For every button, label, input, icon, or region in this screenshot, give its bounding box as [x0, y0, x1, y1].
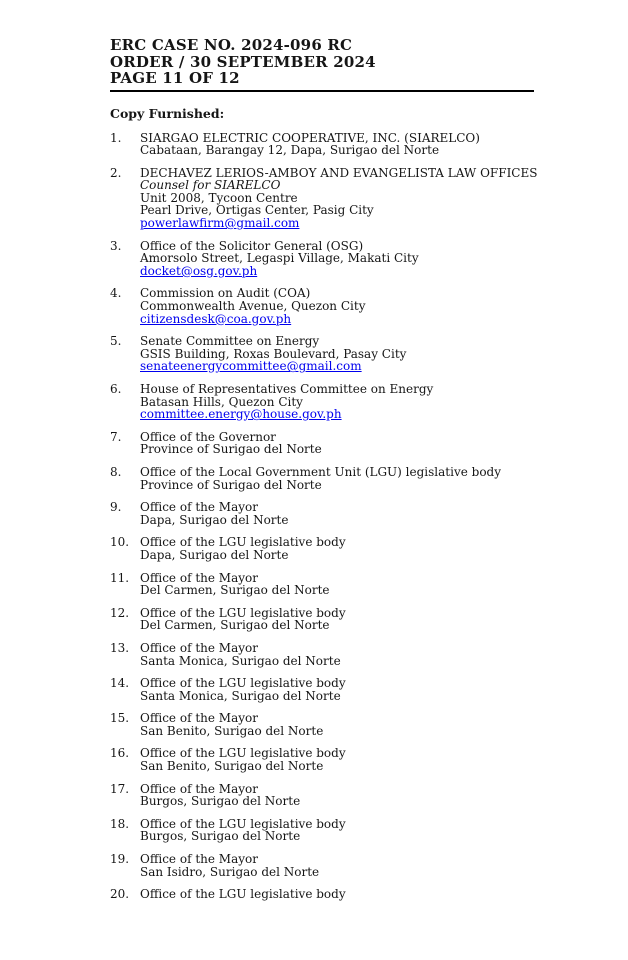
address-line: San Benito, Surigao del Norte [140, 759, 324, 774]
item-number: 14. [110, 676, 130, 691]
recipient-name: Office of the Mayor [140, 640, 258, 655]
item-lines [140, 335, 534, 373]
item-number: 18. [110, 816, 130, 831]
item-lines [140, 536, 534, 561]
recipient-name: Office of the Mayor [140, 500, 258, 515]
list-item [110, 165, 538, 231]
recipient-name: Office of the LGU legislative body [140, 676, 346, 691]
item-lines [140, 677, 534, 702]
recipient-name: Office of the Local Government Unit (LGU) legislative body [140, 464, 502, 479]
item-number: 13. [110, 640, 130, 655]
item-number: 3. [110, 238, 122, 253]
address-line: San Isidro, Surigao del Norte [140, 864, 320, 879]
list-item [110, 501, 534, 526]
order-date-line: ORDER / 30 SEPTEMBER 2024 [110, 52, 376, 71]
item-lines [140, 607, 534, 632]
item-number: 7. [110, 429, 122, 444]
item-lines [140, 287, 534, 325]
recipient-name: Office of the LGU legislative body [140, 746, 346, 761]
list-item [110, 677, 534, 702]
item-lines [140, 888, 534, 901]
list-item [110, 335, 534, 373]
recipient-name: Office of the LGU legislative body [140, 535, 346, 550]
item-number: 8. [110, 464, 122, 479]
list-item [110, 572, 534, 597]
document-header [110, 37, 534, 92]
item-lines [140, 712, 534, 737]
address-line: Commonwealth Avenue, Quezon City [140, 299, 366, 314]
recipient-name: Senate Committee on Energy [140, 334, 320, 349]
item-number: 20. [110, 887, 130, 902]
item-lines [140, 783, 534, 808]
list-item [110, 287, 534, 325]
address-line: Del Carmen, Surigao del Norte [140, 618, 330, 633]
item-lines [140, 853, 534, 878]
item-number: 2. [110, 165, 122, 180]
address-line: Unit 2008, Tycoon Centre [140, 190, 298, 205]
item-number: 16. [110, 746, 130, 761]
item-number: 19. [110, 852, 130, 867]
recipient-name: Office of the Mayor [140, 711, 258, 726]
address-line: Province of Surigao del Norte [140, 442, 322, 457]
recipient-name: Commission on Audit (COA) [140, 286, 311, 301]
list-item [110, 431, 534, 456]
recipient-name: DECHAVEZ LERIOS-AMBOY AND EVANGELISTA LAW OFFICES [140, 165, 538, 180]
address-line: Santa Monica, Surigao del Norte [140, 688, 341, 703]
item-lines [140, 132, 534, 157]
recipient-name: Office of the Solicitor General (OSG) [140, 238, 364, 253]
list-item [110, 536, 534, 561]
item-number: 15. [110, 711, 130, 726]
address-line: Province of Surigao del Norte [140, 477, 322, 492]
item-lines [140, 747, 534, 772]
item-number: 10. [110, 535, 130, 550]
address-line: Pearl Drive, Ortigas Center, Pasig City [140, 203, 374, 218]
address-line: Dapa, Surigao del Norte [140, 547, 289, 562]
address-line: Santa Monica, Surigao del Norte [140, 653, 341, 668]
list-item [110, 747, 534, 772]
list-item [110, 712, 534, 737]
item-number: 12. [110, 605, 130, 620]
recipient-name: House of Representatives Committee on Energy [140, 382, 434, 396]
list-item [110, 466, 534, 491]
recipient-name: SIARGAO ELECTRIC COOPERATIVE, INC. (SIARELCO) [140, 130, 480, 145]
list-item [110, 383, 534, 421]
item-number: 5. [110, 334, 122, 349]
list-item [110, 783, 534, 808]
email-link[interactable]: docket@osg.gov.ph [140, 263, 258, 278]
recipient-name: Office of the Governor [140, 429, 276, 444]
recipient-name: Office of the Mayor [140, 852, 258, 867]
copy-furnished-label: Copy Furnished: [110, 105, 225, 121]
address-line: Del Carmen, Surigao del Norte [140, 583, 330, 598]
address-line: Burgos, Surigao del Norte [140, 829, 301, 844]
item-lines [140, 818, 534, 843]
list-item [110, 240, 534, 278]
address-line: Cabataan, Barangay 12, Dapa, Surigao del Norte [140, 143, 440, 158]
recipient-name: Office of the LGU legislative body [140, 605, 346, 620]
item-lines [140, 572, 534, 597]
item-number: 6. [110, 382, 122, 396]
recipient-name: Office of the LGU legislative body [140, 816, 346, 831]
item-lines [140, 431, 534, 456]
list-item [110, 132, 534, 157]
address-line: Batasan Hills, Quezon City [140, 394, 303, 409]
list-item [110, 642, 534, 667]
page-number-line: PAGE 11 OF 12 [110, 69, 240, 87]
item-lines [140, 642, 534, 667]
email-link[interactable]: citizensdesk@coa.gov.ph [140, 311, 292, 326]
email-link[interactable]: committee.energy@house.gov.ph [140, 407, 342, 422]
list-item [110, 853, 534, 878]
item-number: 4. [110, 286, 122, 301]
email-link[interactable]: senateenergycommittee@gmail.com [140, 359, 362, 374]
list-item [110, 818, 534, 843]
recipient-name: Office of the LGU legislative body [140, 887, 346, 902]
address-line: San Benito, Surigao del Norte [140, 723, 324, 738]
address-line: GSIS Building, Roxas Boulevard, Pasay City [140, 346, 407, 361]
item-lines [140, 501, 534, 526]
item-lines [140, 240, 534, 278]
list-item [110, 607, 534, 632]
item-lines [140, 466, 534, 491]
item-number: 17. [110, 781, 130, 796]
email-link[interactable]: powerlawfirm@gmail.com [140, 216, 300, 231]
recipient-list [110, 130, 538, 902]
item-lines [140, 167, 537, 230]
item-lines [140, 383, 534, 421]
item-number: 1. [110, 130, 122, 145]
address-line: Burgos, Surigao del Norte [140, 794, 301, 809]
item-number: 11. [110, 570, 130, 585]
address-line: Amorsolo Street, Legaspi Village, Makati City [140, 251, 419, 266]
counsel-line: Counsel for SIARELCO [140, 178, 281, 193]
address-line: Dapa, Surigao del Norte [140, 512, 289, 527]
list-item [110, 888, 534, 901]
recipient-name: Office of the Mayor [140, 570, 258, 585]
recipient-name: Office of the Mayor [140, 781, 258, 796]
item-number: 9. [110, 500, 122, 515]
case-number: ERC CASE NO. 2024-096 RC [110, 36, 353, 54]
